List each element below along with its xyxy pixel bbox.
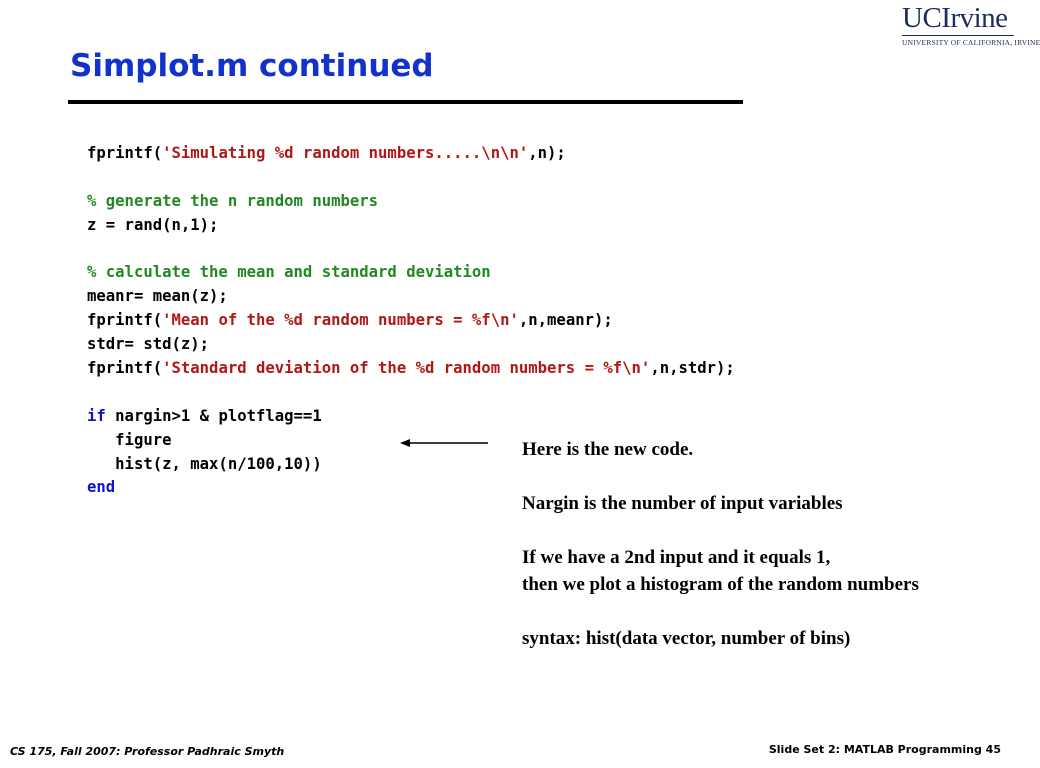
- code-text: fprintf(: [87, 144, 163, 162]
- code-comment: % calculate the mean and standard deviation: [87, 263, 491, 282]
- code-keyword: if: [87, 406, 106, 425]
- code-text: meanr= mean(z);: [87, 287, 228, 306]
- title-underline: [68, 100, 743, 104]
- note-line-3: If we have a 2nd input and it equals 1,: [522, 547, 831, 568]
- code-line-9: [87, 333, 735, 357]
- code-line-4: [87, 214, 735, 238]
- slide-title: Simplot.m continued: [70, 48, 434, 84]
- note-spacer: [522, 598, 919, 625]
- code-text: hist(z, max(n/100,10)): [87, 454, 322, 473]
- code-keyword: end: [87, 478, 116, 497]
- code-line-6: [87, 261, 735, 285]
- code-text: fprintf(: [87, 359, 163, 378]
- code-string: 'Simulating %d random numbers.....\n\n': [162, 144, 529, 162]
- code-line-7: [87, 285, 735, 309]
- logo-rule: [902, 35, 1014, 36]
- code-string: 'Standard deviation of the %d random numbers = %f\n': [162, 359, 651, 378]
- code-string: 'Mean of the %d random numbers = %f\n': [162, 311, 519, 330]
- code-text: fprintf(: [87, 311, 163, 330]
- logo-subtitle: UNIVERSITY OF CALIFORNIA, IRVINE: [902, 38, 1040, 47]
- note-line-2: Nargin is the number of input variables: [522, 493, 843, 514]
- code-text: nargin>1 & plotflag==1: [105, 406, 322, 425]
- code-text: ,n);: [528, 144, 566, 162]
- explanation-notes: [522, 436, 919, 652]
- code-line-blank: [87, 166, 735, 190]
- note-line-1: Here is the new code.: [522, 439, 694, 460]
- uc-irvine-logo: [902, 2, 1040, 47]
- note-line-4: then we plot a histogram of the random numbers: [522, 574, 919, 595]
- code-line-blank: [87, 381, 735, 405]
- code-line-10: [87, 357, 735, 381]
- code-line-3: [87, 190, 735, 214]
- code-comment: % generate the n random numbers: [87, 191, 379, 210]
- note-spacer: [522, 517, 919, 544]
- code-line-12: [87, 405, 735, 429]
- note-line-5: syntax: hist(data vector, number of bins): [522, 628, 851, 649]
- code-line-1: [87, 142, 735, 166]
- left-arrow-icon: [400, 436, 490, 450]
- logo-wordmark: UCIrvine: [902, 2, 1008, 34]
- code-line-blank: [87, 238, 735, 262]
- footer-slide-number: Slide Set 2: MATLAB Programming 45: [768, 743, 1001, 756]
- code-text: z = rand(n,1);: [87, 215, 219, 234]
- code-text: stdr= std(z);: [87, 335, 210, 354]
- code-line-8: [87, 309, 735, 333]
- code-text: ,n,stdr);: [650, 359, 735, 378]
- code-text: figure: [87, 430, 172, 449]
- footer-course: CS 175, Fall 2007: Professor Padhraic Smyth: [10, 745, 285, 758]
- note-spacer: [522, 463, 919, 490]
- code-text: ,n,meanr);: [518, 311, 613, 330]
